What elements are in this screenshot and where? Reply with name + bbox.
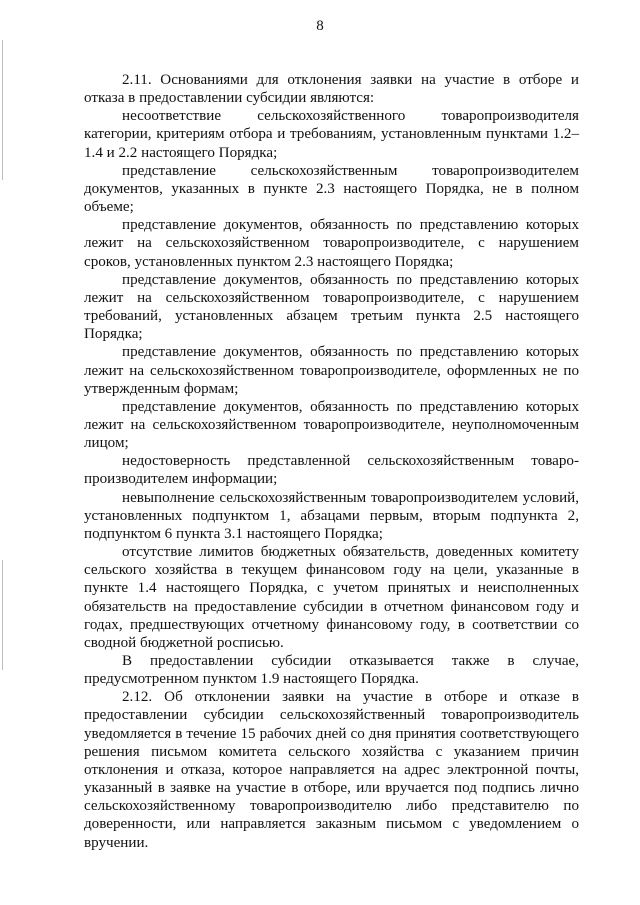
document-body — [84, 71, 579, 852]
paragraph-list-item: представление документов, обязанность по представлению которых лежит на сельскохозяйственном товаропроизводителе, с нарушением требований, установленных абзацем третьим пункта 2.5 настоящего Порядка; — [84, 271, 579, 343]
paragraph-list-item: недостоверность представленной сельскохозяйственным товаропроизводителем информации; — [84, 453, 579, 488]
paragraph-refusal-case: В предоставлении субсидии отказывается также в случае, предусмотренном пунктом 1.9 настоящего Порядка. — [84, 653, 579, 688]
paragraph-list-item: отсутствие лимитов бюджетных обязательств, доведенных комитету сельского хозяйства в текущем финансовом году на цели, указанные в пункте 1.4 настоящего Порядка, с учетом принятых и неисполненных обязательств на предоставление субсидии в отчетном финансовом году и годах, предшествующих отчетному финансовому году, в соответствии со сводной бюджетной росписью. — [84, 544, 579, 651]
paragraph-list-item: представление документов, обязанность по представлению которых лежит на сельскохозяйственном товаропроизводителе, неуполномоченным лицом; — [84, 398, 579, 452]
paragraph-2-11-intro: 2.11. Основаниями для отклонения заявки на участие в отборе и отказа в предоставлении субсидии являются: — [84, 72, 579, 107]
scan-edge-mark — [2, 40, 3, 180]
paragraph-2-12: 2.12. Об отклонении заявки на участие в отборе и отказе в предоставлении субсидии сельскохозяйственный товаропроизводитель уведомляется в течение 15 рабочих дней со дня принятия соответствующего решения письмом комитета сельского хозяйства с указанием причин отклонения и отказа, которое направляется на адрес электронной почты, указанный в заявке на участие в отборе, или вручается под подпись лично сельскохозяйственному товаропроизводителю либо представителю по доверенности, или направляется заказным письмом с уведомлением о вручении. — [84, 689, 579, 851]
paragraph-list-item: представление сельскохозяйственным товаропроизводителем документов, указанных в пункте 2.3 настоящего Порядка, не в полном объеме; — [84, 162, 579, 216]
paragraph-list-item: представление документов, обязанность по представлению которых лежит на сельскохозяйственном товаропроизводителе, оформленных не по утвержденным формам; — [84, 344, 579, 397]
page-number: 8 — [316, 18, 324, 34]
paragraph-list-item: несоответствие сельскохозяйственного товаропроизводителя категории, критериям отбора и требованиям, установленным пунктами 1.2–1.4 и 2.2 настоящего Порядка; — [84, 108, 579, 161]
scan-edge-mark — [2, 560, 3, 670]
paragraph-list-item: представление документов, обязанность по представлению которых лежит на сельскохозяйственном товаропроизводителе, с нарушением сроков, установленных пунктом 2.3 настоящего Порядка; — [84, 217, 579, 270]
paragraph-list-item: невыполнение сельскохозяйственным товаропроизводителем условий, установленных подпунктом 1, абзацами первым, вторым подпункта 2, подпунктом 6 пункта 3.1 настоящего Порядка; — [84, 489, 579, 542]
